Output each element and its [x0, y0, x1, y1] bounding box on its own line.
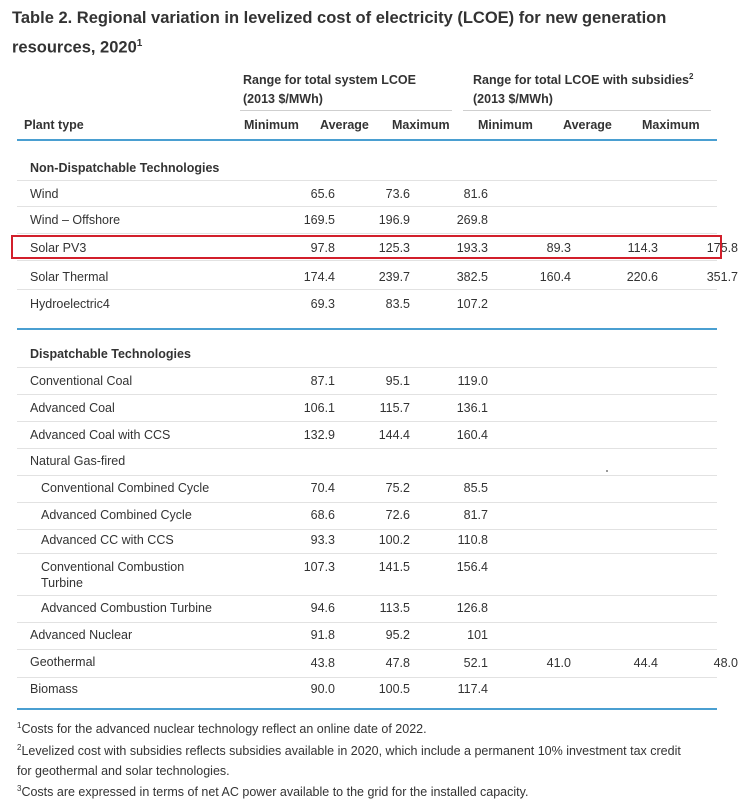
table-row: [17, 368, 717, 395]
table-row: [17, 503, 717, 530]
row-label: Geothermal: [30, 655, 96, 669]
group-header-line2: (2013 $/MWh): [473, 92, 553, 107]
cell-maximum: 81.6: [463, 187, 488, 201]
cell-minimum: 107.3: [303, 560, 335, 574]
section-label: Non-Dispatchable Technologies: [30, 161, 220, 175]
cell-average: 144.4: [378, 428, 410, 442]
cell-average: 239.7: [378, 270, 410, 284]
cell-average-subsidy: 114.3: [627, 241, 658, 255]
cell-average: 83.5: [385, 297, 410, 311]
cell-maximum: 110.8: [457, 533, 488, 547]
row-label: Advanced Coal: [30, 401, 115, 415]
cell-average: 196.9: [378, 213, 410, 227]
row-label: Conventional Coal: [30, 374, 133, 388]
cell-average: 100.5: [378, 682, 410, 696]
row-label: Wind: [30, 187, 59, 201]
cell-minimum: 43.8: [310, 656, 335, 670]
group-header-line1: Range for total system LCOE: [243, 73, 416, 88]
cell-maximum: 119.0: [457, 374, 488, 388]
cell-maximum: 160.4: [456, 428, 488, 442]
cell-maximum-subsidy: 175.8: [706, 241, 738, 255]
row-label: Advanced Coal with CCS: [30, 428, 171, 442]
table-row: [17, 207, 717, 234]
group-header-line2: (2013 $/MWh): [243, 92, 323, 107]
row-label-line2: Turbine: [41, 576, 83, 590]
row-label: Solar Thermal: [30, 270, 109, 284]
row-label: Advanced Nuclear: [30, 628, 133, 642]
footnote-text: Costs are expressed in terms of net AC power available to the grid for the installed capacity.: [21, 785, 529, 800]
cell-maximum-subsidy: 351.7: [706, 270, 738, 284]
group-header-system-lcoe: [243, 67, 416, 109]
cell-maximum: 81.7: [463, 508, 488, 522]
cell-maximum: 156.4: [456, 560, 488, 574]
table-row: [17, 554, 717, 596]
row-label: Advanced Combined Cycle: [41, 508, 192, 522]
group-header-subsidies-lcoe: [473, 67, 693, 109]
group-header-line1: Range for total LCOE with subsidies: [473, 73, 689, 88]
cell-minimum: 93.3: [310, 533, 335, 547]
cell-minimum: 68.6: [310, 508, 335, 522]
cell-average: 115.7: [379, 401, 410, 415]
section-label: Dispatchable Technologies: [30, 347, 191, 361]
table-row: [17, 181, 717, 207]
table-row: [17, 650, 738, 678]
footnote-1: [17, 716, 717, 739]
cell-average: 95.2: [385, 628, 410, 642]
col-header-plant-type: Plant type: [24, 118, 84, 132]
cell-minimum: 94.6: [310, 601, 335, 615]
table-row: [17, 422, 717, 449]
cell-minimum: 169.5: [303, 213, 335, 227]
section-divider: [17, 328, 717, 330]
cell-maximum: 126.8: [456, 601, 488, 615]
cell-minimum: 70.4: [310, 481, 335, 495]
cell-minimum: 90.0: [310, 682, 335, 696]
table-row: [17, 530, 717, 554]
cell-maximum: 136.1: [456, 401, 488, 415]
cell-maximum: 117.4: [457, 682, 488, 696]
cell-maximum-subsidy: 48.0: [713, 656, 738, 670]
table-row: [17, 395, 717, 422]
table-row: [17, 476, 717, 503]
row-label: Hydroelectric4: [30, 297, 110, 311]
table-title-text: Table 2. Regional variation in levelized cost of electricity (LCOE) for new generation resources, 2020: [12, 9, 667, 57]
cell-minimum-subsidy: 89.3: [546, 241, 571, 255]
group-header-rule-2: [463, 110, 711, 111]
cell-average-subsidy: 44.4: [633, 656, 658, 670]
row-label: Advanced Combustion Turbine: [41, 601, 212, 615]
table-title-footnote-ref: 1: [136, 38, 143, 49]
header-divider: [17, 139, 717, 141]
footnote-2: [17, 738, 717, 781]
row-label: Biomass: [30, 682, 78, 696]
cell-maximum: 101: [467, 628, 488, 642]
cell-minimum: 132.9: [303, 428, 335, 442]
col-header-average-subsidy: Average: [563, 118, 612, 132]
col-header-minimum-subsidy: Minimum: [478, 118, 533, 132]
group-header-rule-1: [240, 110, 452, 111]
cell-minimum-subsidy: 160.4: [539, 270, 571, 284]
row-label: Natural Gas-fired: [30, 454, 126, 468]
footnote-text-cont: for geothermal and solar technologies.: [17, 764, 230, 779]
cell-minimum-subsidy: 41.0: [546, 656, 571, 670]
cell-minimum: 69.3: [310, 297, 335, 311]
cell-minimum: 91.8: [310, 628, 335, 642]
cell-maximum: 107.2: [456, 297, 488, 311]
row-label: Wind – Offshore: [30, 213, 121, 227]
cell-minimum: 174.4: [303, 270, 335, 284]
footnote-3: [17, 779, 717, 802]
footnote-marker: 3: [17, 784, 22, 793]
cell-maximum: 269.8: [456, 213, 488, 227]
cell-minimum: 106.1: [303, 401, 335, 415]
cell-average: 113.5: [379, 601, 410, 615]
cell-minimum: 97.8: [310, 241, 335, 255]
cell-maximum: 382.5: [456, 270, 488, 284]
cell-minimum: 65.6: [310, 187, 335, 201]
row-label: Advanced CC with CCS: [41, 533, 174, 547]
footnote-text: Levelized cost with subsidies reflects subsidies available in 2020, which include a permanent 10% investment tax credit: [21, 744, 681, 759]
table-bottom-divider: [17, 708, 717, 710]
row-label: Conventional Combined Cycle: [41, 481, 210, 495]
stray-dot: [606, 470, 608, 472]
table-row: [17, 262, 738, 290]
col-header-maximum: Maximum: [392, 118, 450, 132]
section-header-row: [17, 155, 717, 181]
table-row: [17, 596, 717, 623]
cell-maximum: 85.5: [463, 481, 488, 495]
table-row: [17, 623, 717, 650]
cell-average: 47.8: [385, 656, 410, 670]
table-row: [17, 449, 717, 476]
cell-maximum: 52.1: [463, 656, 488, 670]
cell-minimum: 87.1: [310, 374, 335, 388]
cell-average: 100.2: [378, 533, 410, 547]
cell-average: 72.6: [385, 508, 410, 522]
highlight-box: [11, 235, 722, 259]
footnote-marker: 1: [17, 721, 22, 730]
group-header-sup: 2: [689, 72, 694, 81]
section-header-row: [17, 341, 717, 368]
row-label-line1: Conventional Combustion: [41, 560, 185, 574]
col-header-average: Average: [320, 118, 369, 132]
footnote-text: Costs for the advanced nuclear technology reflect an online date of 2022.: [21, 722, 427, 737]
col-header-minimum: Minimum: [244, 118, 299, 132]
footnote-marker: 2: [17, 743, 22, 752]
cell-maximum: 193.3: [456, 241, 488, 255]
row-label: [41, 559, 184, 591]
cell-average-subsidy: 220.6: [626, 270, 658, 284]
cell-average: 125.3: [378, 241, 410, 255]
cell-average: 95.1: [385, 374, 410, 388]
cell-average: 73.6: [385, 187, 410, 201]
table-row: [17, 290, 717, 317]
row-label: Solar PV3: [30, 241, 87, 255]
table-title: [12, 5, 712, 61]
cell-average: 141.5: [378, 560, 410, 574]
table-row: [17, 678, 717, 704]
cell-average: 75.2: [385, 481, 410, 495]
col-header-maximum-subsidy: Maximum: [642, 118, 700, 132]
